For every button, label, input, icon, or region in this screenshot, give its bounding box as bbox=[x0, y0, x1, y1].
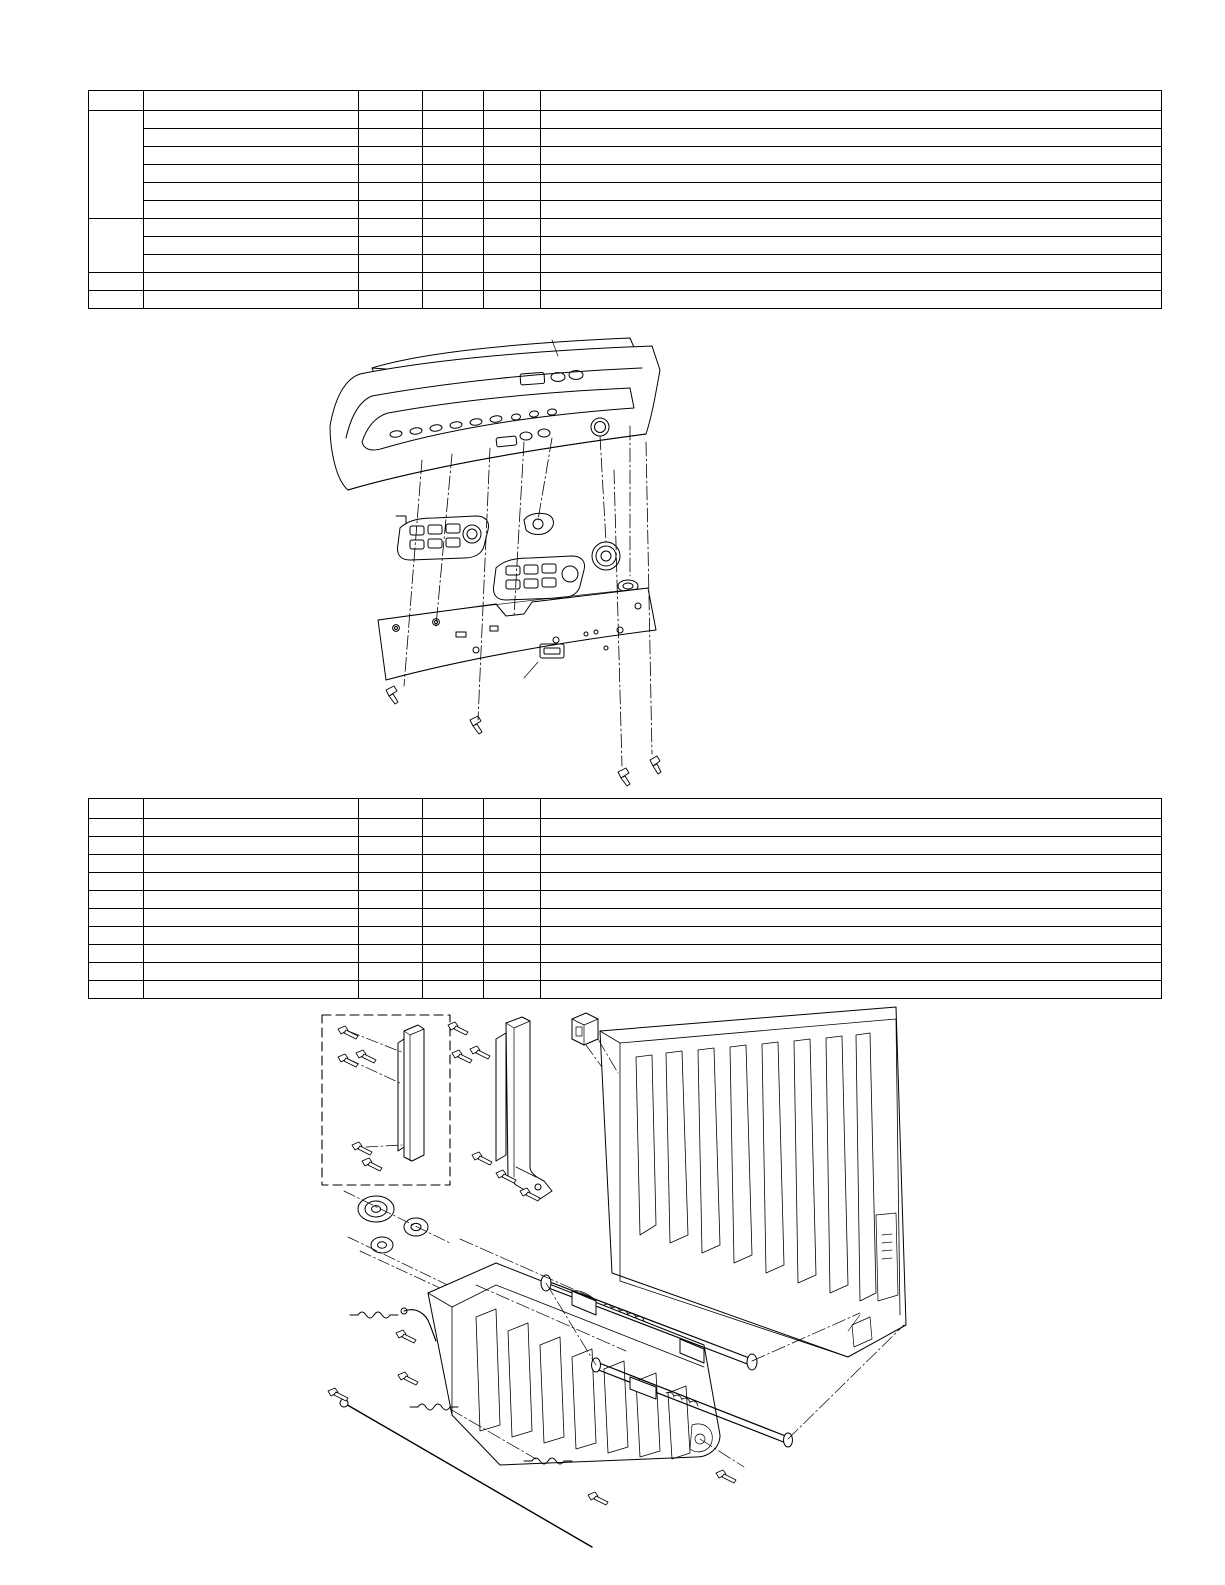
cell-part bbox=[144, 255, 359, 273]
cell-desc bbox=[541, 891, 1162, 909]
table-row bbox=[89, 91, 1162, 111]
table-row bbox=[89, 273, 1162, 291]
cell-qty bbox=[423, 165, 484, 183]
cell-part bbox=[144, 945, 359, 963]
cell-no bbox=[89, 963, 144, 981]
cell-ref bbox=[359, 129, 423, 147]
cell-ref bbox=[359, 819, 423, 837]
inset-guide-bracket bbox=[398, 1025, 424, 1161]
cell-no bbox=[89, 909, 144, 927]
screw bbox=[386, 686, 398, 704]
table-row bbox=[89, 837, 1162, 855]
cell-rank bbox=[484, 963, 541, 981]
cell-rank bbox=[484, 147, 541, 165]
cell-ref bbox=[359, 837, 423, 855]
table-row bbox=[89, 945, 1162, 963]
cell-rank bbox=[484, 201, 541, 219]
cell-qty bbox=[423, 91, 484, 111]
cell-qty bbox=[423, 273, 484, 291]
cell-desc bbox=[541, 219, 1162, 237]
cell-desc bbox=[541, 201, 1162, 219]
cell-qty bbox=[423, 799, 484, 819]
cell-no bbox=[89, 873, 144, 891]
table-row bbox=[89, 183, 1162, 201]
screw bbox=[356, 1050, 376, 1063]
cell-rank bbox=[484, 183, 541, 201]
cell-ref bbox=[359, 273, 423, 291]
table-row bbox=[89, 799, 1162, 819]
cell-rank bbox=[484, 111, 541, 129]
cell-desc bbox=[541, 91, 1162, 111]
cell-desc bbox=[541, 273, 1162, 291]
cell-qty bbox=[423, 927, 484, 945]
screw bbox=[362, 1158, 382, 1171]
key-sheet-left bbox=[396, 516, 489, 560]
cell-rank bbox=[484, 891, 541, 909]
cell-qty bbox=[423, 183, 484, 201]
cell-no bbox=[89, 201, 144, 219]
cell-part bbox=[144, 237, 359, 255]
cell-part bbox=[144, 909, 359, 927]
cell-rank bbox=[484, 219, 541, 237]
cell-part bbox=[144, 183, 359, 201]
cell-qty bbox=[423, 201, 484, 219]
cell-ref bbox=[359, 927, 423, 945]
cell-qty bbox=[423, 111, 484, 129]
cell-part bbox=[144, 219, 359, 237]
table-row bbox=[89, 201, 1162, 219]
cell-no bbox=[89, 219, 144, 237]
screw bbox=[398, 1372, 418, 1385]
cell-ref bbox=[359, 255, 423, 273]
cell-ref bbox=[359, 855, 423, 873]
cell-no bbox=[89, 111, 144, 129]
cell-no bbox=[89, 291, 144, 309]
screw bbox=[328, 1388, 348, 1401]
cell-no bbox=[89, 129, 144, 147]
tension-spring-left bbox=[350, 1312, 398, 1318]
parts-table-paper-feed-unit bbox=[88, 798, 1162, 999]
table-row bbox=[89, 165, 1162, 183]
cell-no bbox=[89, 837, 144, 855]
cell-part bbox=[144, 819, 359, 837]
operation-panel-exploded-view bbox=[300, 330, 720, 800]
cell-desc bbox=[541, 873, 1162, 891]
cell-rank bbox=[484, 237, 541, 255]
cell-no bbox=[89, 927, 144, 945]
cell-part bbox=[144, 873, 359, 891]
pulley-gear-small bbox=[404, 1218, 428, 1236]
cell-part bbox=[144, 111, 359, 129]
optional-assembly-box bbox=[322, 1015, 450, 1185]
cell-part bbox=[144, 129, 359, 147]
operation-panel-cover bbox=[330, 340, 660, 490]
cell-no bbox=[89, 237, 144, 255]
cell-qty bbox=[423, 147, 484, 165]
cell-qty bbox=[423, 963, 484, 981]
cell-desc bbox=[541, 111, 1162, 129]
cell-rank bbox=[484, 837, 541, 855]
pulley-gear-large bbox=[358, 1196, 394, 1222]
table-row bbox=[89, 963, 1162, 981]
cell-part bbox=[144, 891, 359, 909]
cell-ref bbox=[359, 873, 423, 891]
cell-rank bbox=[484, 255, 541, 273]
cell-part bbox=[144, 165, 359, 183]
table-row bbox=[89, 147, 1162, 165]
cell-rank bbox=[484, 129, 541, 147]
screw bbox=[396, 1330, 416, 1343]
cell-no bbox=[89, 799, 144, 819]
cell-desc bbox=[541, 183, 1162, 201]
cell-desc bbox=[541, 945, 1162, 963]
cell-desc bbox=[541, 927, 1162, 945]
cell-ref bbox=[359, 909, 423, 927]
cell-desc bbox=[541, 291, 1162, 309]
cell-desc bbox=[541, 255, 1162, 273]
cell-ref bbox=[359, 111, 423, 129]
cell-no bbox=[89, 273, 144, 291]
cell-desc bbox=[541, 129, 1162, 147]
cell-part bbox=[144, 291, 359, 309]
cell-ref bbox=[359, 219, 423, 237]
screw bbox=[338, 1054, 358, 1067]
cell-part bbox=[144, 963, 359, 981]
cell-ref bbox=[359, 291, 423, 309]
table-row bbox=[89, 927, 1162, 945]
cell-no bbox=[89, 981, 144, 999]
cell-part bbox=[144, 91, 359, 111]
table-row bbox=[89, 891, 1162, 909]
cell-no bbox=[89, 91, 144, 111]
screw bbox=[716, 1470, 736, 1483]
table-row bbox=[89, 219, 1162, 237]
table-row bbox=[89, 111, 1162, 129]
bushing bbox=[371, 1237, 393, 1253]
cell-qty bbox=[423, 837, 484, 855]
screw bbox=[618, 768, 630, 786]
screw bbox=[452, 1050, 472, 1063]
cell-qty bbox=[423, 873, 484, 891]
operation-panel-pcb bbox=[378, 588, 656, 680]
cell-ref bbox=[359, 799, 423, 819]
cell-part bbox=[144, 799, 359, 819]
cell-desc bbox=[541, 237, 1162, 255]
table-row bbox=[89, 909, 1162, 927]
cell-desc bbox=[541, 147, 1162, 165]
cell-qty bbox=[423, 909, 484, 927]
cell-part bbox=[144, 927, 359, 945]
cell-desc bbox=[541, 165, 1162, 183]
cell-qty bbox=[423, 819, 484, 837]
screw bbox=[470, 1046, 490, 1059]
table-row bbox=[89, 873, 1162, 891]
table-row bbox=[89, 291, 1162, 309]
cell-no bbox=[89, 165, 144, 183]
cell-ref bbox=[359, 945, 423, 963]
screw bbox=[448, 1022, 468, 1035]
screw bbox=[472, 1152, 492, 1165]
cell-rank bbox=[484, 819, 541, 837]
cell-rank bbox=[484, 291, 541, 309]
cell-part bbox=[144, 855, 359, 873]
cell-desc bbox=[541, 819, 1162, 837]
cell-part bbox=[144, 147, 359, 165]
cell-desc bbox=[541, 855, 1162, 873]
cell-rank bbox=[484, 927, 541, 945]
cell-qty bbox=[423, 891, 484, 909]
cell-no bbox=[89, 255, 144, 273]
cell-qty bbox=[423, 129, 484, 147]
cell-no bbox=[89, 945, 144, 963]
cell-rank bbox=[484, 855, 541, 873]
screw bbox=[338, 1026, 358, 1039]
cell-ref bbox=[359, 165, 423, 183]
cell-qty bbox=[423, 255, 484, 273]
cell-rank bbox=[484, 873, 541, 891]
cell-ref bbox=[359, 147, 423, 165]
cell-ref bbox=[359, 201, 423, 219]
cell-ref bbox=[359, 91, 423, 111]
cell-qty bbox=[423, 219, 484, 237]
cell-part bbox=[144, 201, 359, 219]
table-row bbox=[89, 237, 1162, 255]
table-row bbox=[89, 129, 1162, 147]
cell-desc bbox=[541, 799, 1162, 819]
cell-rank bbox=[484, 945, 541, 963]
screw bbox=[650, 756, 661, 774]
cell-no bbox=[89, 819, 144, 837]
rear-paper-guide-frame bbox=[600, 1007, 906, 1357]
cell-ref bbox=[359, 891, 423, 909]
cell-no bbox=[89, 891, 144, 909]
sensor-clip bbox=[572, 1013, 598, 1045]
screw bbox=[352, 1142, 372, 1155]
cell-rank bbox=[484, 91, 541, 111]
cell-ref bbox=[359, 183, 423, 201]
cell-rank bbox=[484, 273, 541, 291]
cell-qty bbox=[423, 291, 484, 309]
cell-rank bbox=[484, 909, 541, 927]
cell-desc bbox=[541, 963, 1162, 981]
key-sheet-right bbox=[494, 556, 585, 600]
table-row bbox=[89, 855, 1162, 873]
paper-feed-assembly-exploded-view bbox=[300, 995, 940, 1565]
cell-part bbox=[144, 837, 359, 855]
cell-qty bbox=[423, 945, 484, 963]
screw bbox=[588, 1492, 608, 1505]
cell-part bbox=[144, 273, 359, 291]
cell-ref bbox=[359, 237, 423, 255]
cell-qty bbox=[423, 237, 484, 255]
table-row bbox=[89, 255, 1162, 273]
cell-ref bbox=[359, 963, 423, 981]
cell-no bbox=[89, 855, 144, 873]
cell-qty bbox=[423, 855, 484, 873]
parts-table-operation-panel bbox=[88, 90, 1162, 309]
cell-no bbox=[89, 183, 144, 201]
cell-rank bbox=[484, 165, 541, 183]
cell-no bbox=[89, 147, 144, 165]
cell-desc bbox=[541, 837, 1162, 855]
cell-desc bbox=[541, 909, 1162, 927]
table-row bbox=[89, 819, 1162, 837]
screw bbox=[470, 716, 482, 734]
cell-rank bbox=[484, 799, 541, 819]
